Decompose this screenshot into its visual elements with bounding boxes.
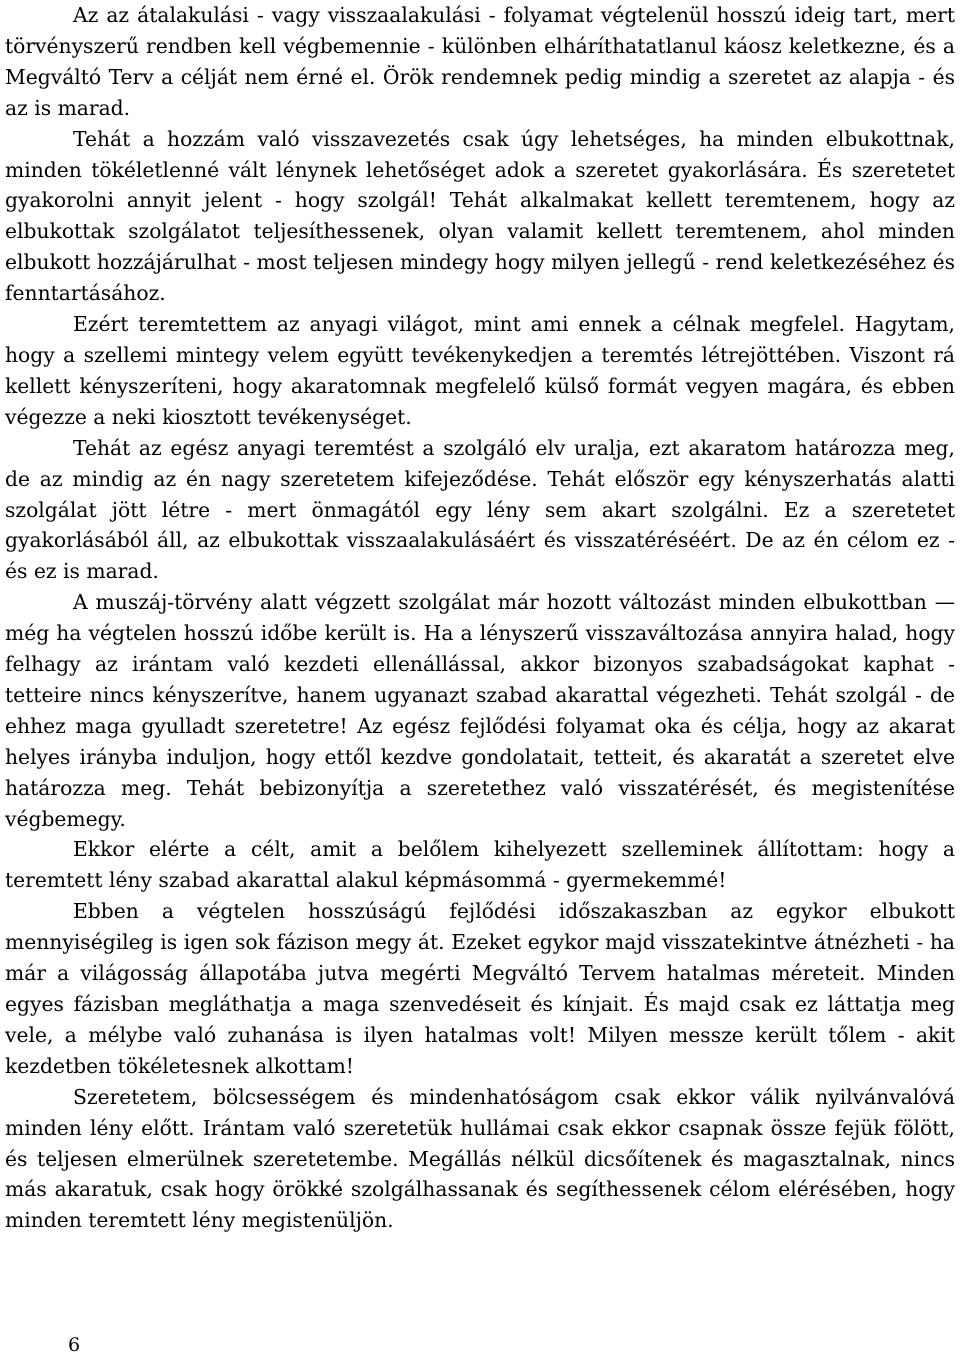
document-body bbox=[5, 0, 955, 1236]
page-number: 6 bbox=[68, 1334, 81, 1356]
paragraph-7: Ebben a végtelen hosszúságú fejlődési időszakaszban az egykor elbukott mennyiségileg is igen sok fázison megy át. Ezeket egykor majd visszatekintve átnézheti - ha már a világosság állapotába jutva megérti Megváltó Tervem hatalmas méreteit. Minden egyes fázisban megláthatja a maga szenvedéseit és kínjait. És majd csak ez láttatja meg vele, a mélybe való zuhanása is ilyen hatalmas volt! Milyen messze került tőlem - akit kezdetben tökéletesnek alkottam! bbox=[5, 899, 955, 1078]
paragraph-8: Szeretetem, bölcsességem és mindenhatóságom csak ekkor válik nyilvánvalóvá minden lény előtt. Irántam való szeretetük hullámai csak ekkor csapnak össze fejük fölött, és teljesen elmerülnek szeretetembe. Megállás nélkül dicsőítenek és magasztalnak, nincs más akaratuk, csak hogy örökké szolgálhassanak és segíthessenek célom elérésében, hogy minden teremtett lény megistenüljön. bbox=[5, 1084, 955, 1233]
paragraph-6: Ekkor elérte a célt, amit a belőlem kihelyezett szelleminek állítottam: hogy a teremtett lény szabad akarattal alakul képmásommá - gyermekemmé! bbox=[5, 837, 955, 893]
paragraph-1: Az az átalakulási - vagy visszaalakulási - folyamat végtelenül hosszú ideig tart, mert törvényszerű rendben kell végbemennie - különben elháríthatatlanul káosz keletkezne, és a Megváltó Terv a célját nem érné el. Örök rendemnek pedig mindig a szeretet az alapja - és az is marad. bbox=[5, 3, 955, 120]
paragraph-2: Tehát a hozzám való visszavezetés csak úgy lehetséges, ha minden elbukottnak, minden tökéletlenné vált lénynek lehetőséget adok a szeretet gyakorlására. És szeretetet gyakorolni annyit jelent - hogy szolgál! Tehát alkalmakat kellett teremtenem, hogy az elbukottak szolgálatot teljesíthessenek, olyan valamit kellett teremtenem, ahol minden elbukott hozzájárulhat - most teljesen mindegy hogy milyen jellegű - rend keletkezéséhez és fenntartásához. bbox=[5, 126, 955, 306]
paragraph-5: A muszáj-törvény alatt végzett szolgálat már hozott változást minden elbukottban — még ha végtelen hosszú időbe került is. Ha a lényszerű visszaváltozása annyira halad, hogy felhagy az irántam való kezdeti ellenállással, akkor bizonyos szabadságokat kaphat - tetteire nincs kényszerítve, hanem ugyanazt szabad akarattal végezheti. Tehát szolgál - de ehhez maga gyulladt szeretetre! Az egész fejlődési folyamat oka és célja, hogy az akarat helyes irányba induljon, hogy ettől kezdve gondolatait, tetteit, és akaratát a szeretet elve határozza meg. Tehát bebizonyítja a szeretethez való visszatérését, és megistenítése végbemegy. bbox=[5, 590, 955, 831]
paragraph-4: Tehát az egész anyagi teremtést a szolgáló elv uralja, ezt akaratom határozza meg, de az mindig az én nagy szeretetem kifejeződése. Tehát először egy kényszerhatás alatti szolgálat jött létre - mert önmagától egy lény sem akart szolgálni. Ez a szeretetet gyakorlásából áll, az elbukottak visszaalakulásáért és visszatéréséért. De az én célom ez - és ez is marad. bbox=[5, 435, 955, 584]
paragraph-3: Ezért teremtettem az anyagi világot, mint ami ennek a célnak megfelel. Hagytam, hogy a szellemi mintegy velem együtt tevékenykedjen a teremtés létrejöttében. Viszont rá kellett kényszeríteni, hogy akaratomnak megfelelő külső formát vegyen magára, és ebben végezze a neki kiosztott tevékenységet. bbox=[5, 312, 955, 429]
